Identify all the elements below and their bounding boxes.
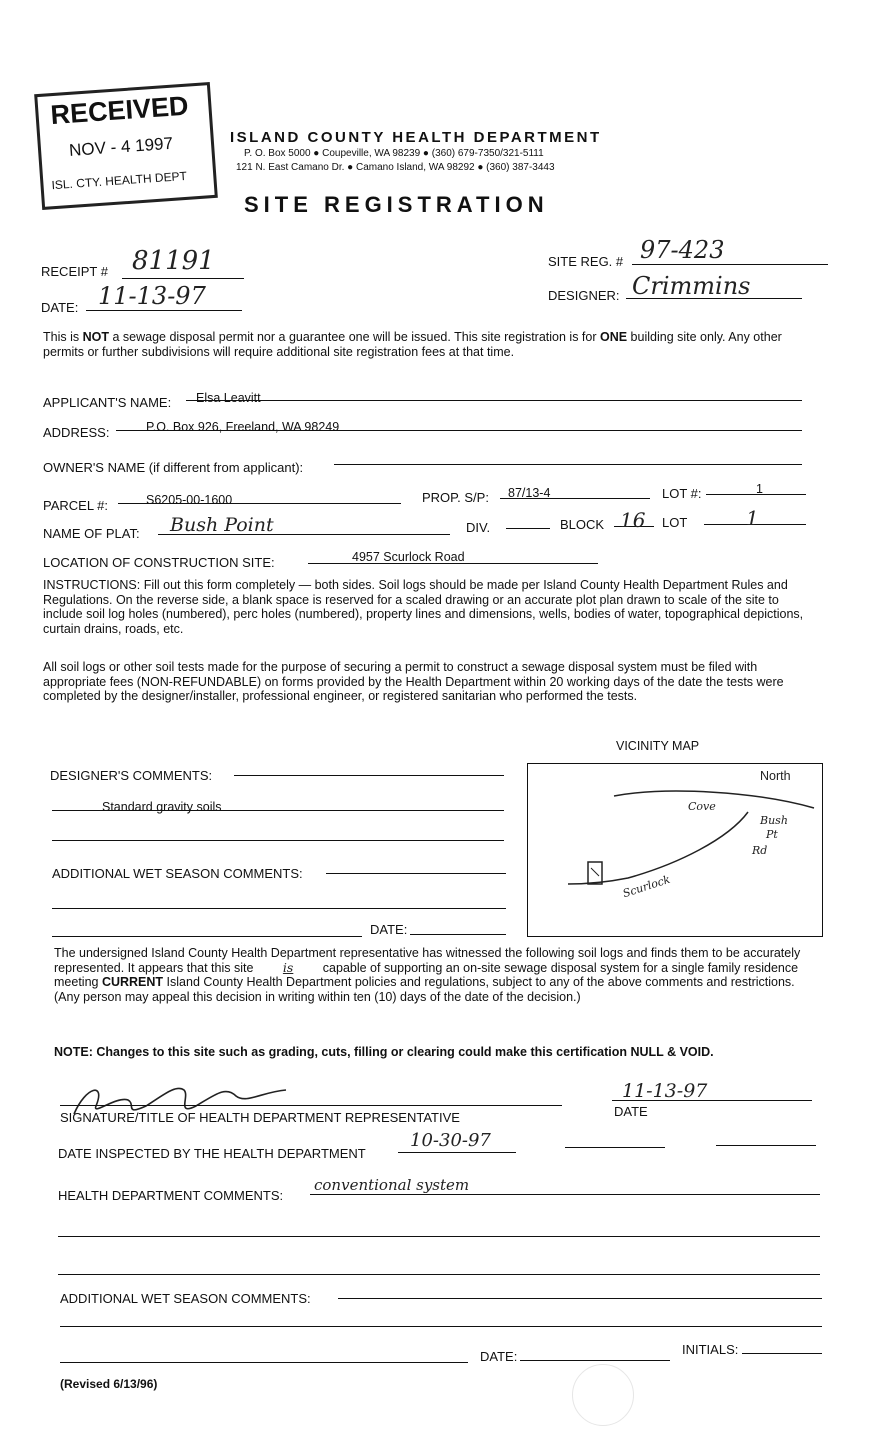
org-name: ISLAND COUNTY HEALTH DEPARTMENT — [230, 129, 602, 146]
map-north-label: North — [760, 769, 791, 783]
wet-season2-line-3 — [60, 1362, 468, 1363]
hd-comments-label: HEALTH DEPARTMENT COMMENTS: — [58, 1188, 284, 1203]
parcel-label: PARCEL #: — [43, 498, 109, 513]
designer-comments-label: DESIGNER'S COMMENTS: — [50, 768, 213, 783]
map-bush-label: Bush — [760, 814, 788, 827]
prop-sp-value: 87/13-4 — [508, 486, 551, 500]
signature-date-value: 11-13-97 — [622, 1080, 708, 1102]
date-line — [86, 310, 242, 311]
hd-comments-line-1 — [310, 1194, 820, 1195]
block-label: BLOCK — [560, 517, 605, 532]
wet-season2-line-2 — [60, 1326, 822, 1327]
date-mid-label: DATE: — [370, 922, 408, 937]
receipt-line — [122, 278, 244, 279]
wet-season-line-3 — [52, 936, 362, 937]
vicinity-map-title: VICINITY MAP — [616, 739, 700, 753]
date-label: DATE: — [41, 300, 79, 315]
vicinity-map-sketch — [528, 764, 822, 936]
inspected-extra-line-2 — [716, 1145, 816, 1146]
signature-date-line — [612, 1100, 812, 1101]
wet-season2-line-1 — [338, 1298, 822, 1299]
signature-label: SIGNATURE/TITLE OF HEALTH DEPARTMENT REPRESENTATIVE — [60, 1110, 460, 1125]
wet-season-line-1 — [326, 873, 506, 874]
designer-value: Crimmins — [632, 272, 751, 300]
revised-note: (Revised 6/13/96) — [60, 1377, 158, 1391]
applicant-value: Elsa Leavitt — [196, 391, 261, 405]
date-mid-line — [410, 934, 506, 935]
initials-label: INITIALS: — [682, 1342, 739, 1357]
wet-season-line-2 — [52, 908, 506, 909]
signature-line — [60, 1105, 562, 1106]
designer-comments-line-3 — [52, 840, 504, 841]
applicant-label: APPLICANT'S NAME: — [43, 395, 172, 410]
lot-label: LOT — [662, 515, 688, 530]
null-void-note: NOTE: Changes to this site such as grading, cuts, filling or clearing could make this certification NULL & VOID. — [54, 1045, 714, 1059]
site-reg-value: 97-423 — [640, 236, 725, 264]
bottom-date-line — [520, 1360, 670, 1361]
owner-line — [334, 464, 802, 465]
applicant-line — [186, 400, 802, 401]
stamp-dept: ISL. CTY. HEALTH DEPT — [51, 168, 188, 193]
stamp-received: RECEIVED — [49, 90, 190, 131]
faint-circle-mark — [572, 1364, 634, 1426]
lot-no-value: 1 — [756, 482, 763, 496]
parcel-value: S6205-00-1600 — [146, 493, 233, 507]
receipt-label: RECEIPT # — [41, 264, 108, 279]
witness-text: The undersigned Island County Health Department representative has witnessed the following soil logs and finds them to be accurately represented. It appears that this site is capable of supporting an on-site sewage disposal system for a single family residence meeting CURRENT Island County Health Department policies and regulations, subject to any of the above comments and restrictions. (Any person may appeal this decision in writing within ten (10) days of the date of the decision.) — [54, 946, 801, 1004]
div-label: DIV. — [466, 520, 491, 535]
page-title: SITE REGISTRATION — [244, 192, 549, 217]
map-rd-label: Rd — [752, 844, 768, 857]
designer-label: DESIGNER: — [548, 288, 620, 303]
initials-line — [742, 1353, 822, 1354]
map-cove-label: Cove — [688, 800, 716, 813]
plat-value: Bush Point — [170, 514, 274, 536]
lot-no-label: LOT #: — [662, 486, 702, 501]
bottom-date-label: DATE: — [480, 1349, 518, 1364]
inspected-label: DATE INSPECTED BY THE HEALTH DEPARTMENT — [58, 1146, 366, 1161]
div-line — [506, 528, 550, 529]
plat-label: NAME OF PLAT: — [43, 526, 140, 541]
prop-sp-label: PROP. S/P: — [422, 490, 489, 505]
vicinity-map — [527, 763, 823, 937]
designer-comments-value: Standard gravity soils — [102, 800, 222, 814]
designer-comments-line-1 — [234, 775, 504, 776]
site-reg-label: SITE REG. # — [548, 254, 624, 269]
lot-value: 1 — [746, 506, 759, 530]
address-line-2: 121 N. East Camano Dr. ● Camano Island, WA 98292 ● (360) 387-3443 — [236, 162, 555, 173]
map-scurlock-label: Scurlock — [621, 872, 672, 901]
receipt-value: 81191 — [132, 246, 215, 276]
stamp-date: NOV - 4 1997 — [68, 133, 174, 160]
inspected-value: 10-30-97 — [410, 1130, 491, 1151]
address-label: ADDRESS: — [43, 425, 110, 440]
address-line-1: P. O. Box 5000 ● Coupeville, WA 98239 ● (360) 679-7350/321-5111 — [244, 148, 544, 159]
instructions-text: INSTRUCTIONS: Fill out this form completely — both sides. Soil logs should be made per Island County Health Department Rules and Regulations. On the reverse side, a blank space is reserved for a scaled drawing or an accurate plot plan drawn to scale of the site to include soil log holes (numbered), perc holes (numbered), property lines and dimensions, wells, bodies of water, topographical depictions, curtain drains, roads, etc. — [43, 578, 804, 636]
hd-comments-line-2 — [58, 1236, 820, 1237]
designer-comments-line-2 — [52, 810, 504, 811]
hd-comments-value: conventional system — [314, 1176, 470, 1194]
date-value: 11-13-97 — [98, 282, 206, 310]
inspected-line — [398, 1152, 516, 1153]
received-stamp — [34, 82, 218, 210]
inspected-extra-line-1 — [565, 1147, 665, 1148]
wet-season2-label: ADDITIONAL WET SEASON COMMENTS: — [60, 1291, 311, 1306]
address-value: P.O. Box 926, Freeland, WA 98249 — [146, 420, 340, 434]
soil-logs-text: All soil logs or other soil tests made for the purpose of securing a permit to construct a sewage disposal system must be filed with appropriate fees (NON-REFUNDABLE) on forms provided by the Health Department within 20 working days of the date the tests were completed by the designer/installer, professional engineer, or registered sanitarian who performed the tests. — [43, 660, 784, 703]
site-reg-line — [632, 264, 828, 265]
owner-label: OWNER'S NAME (if different from applicant): — [43, 460, 304, 475]
notice-text: This is NOT a sewage disposal permit nor a guarantee one will be issued. This site registration is for ONE building site only. Any other permits or further subdivisions will require additional site registration fees at that time. — [43, 330, 782, 359]
block-value: 16 — [620, 508, 646, 532]
location-label: LOCATION OF CONSTRUCTION SITE: — [43, 555, 275, 570]
location-value: 4957 Scurlock Road — [352, 550, 465, 564]
wet-season-label: ADDITIONAL WET SEASON COMMENTS: — [52, 866, 303, 881]
signature-date-label: DATE — [614, 1104, 648, 1119]
map-pt-label: Pt — [766, 828, 778, 841]
hd-comments-line-3 — [58, 1274, 820, 1275]
